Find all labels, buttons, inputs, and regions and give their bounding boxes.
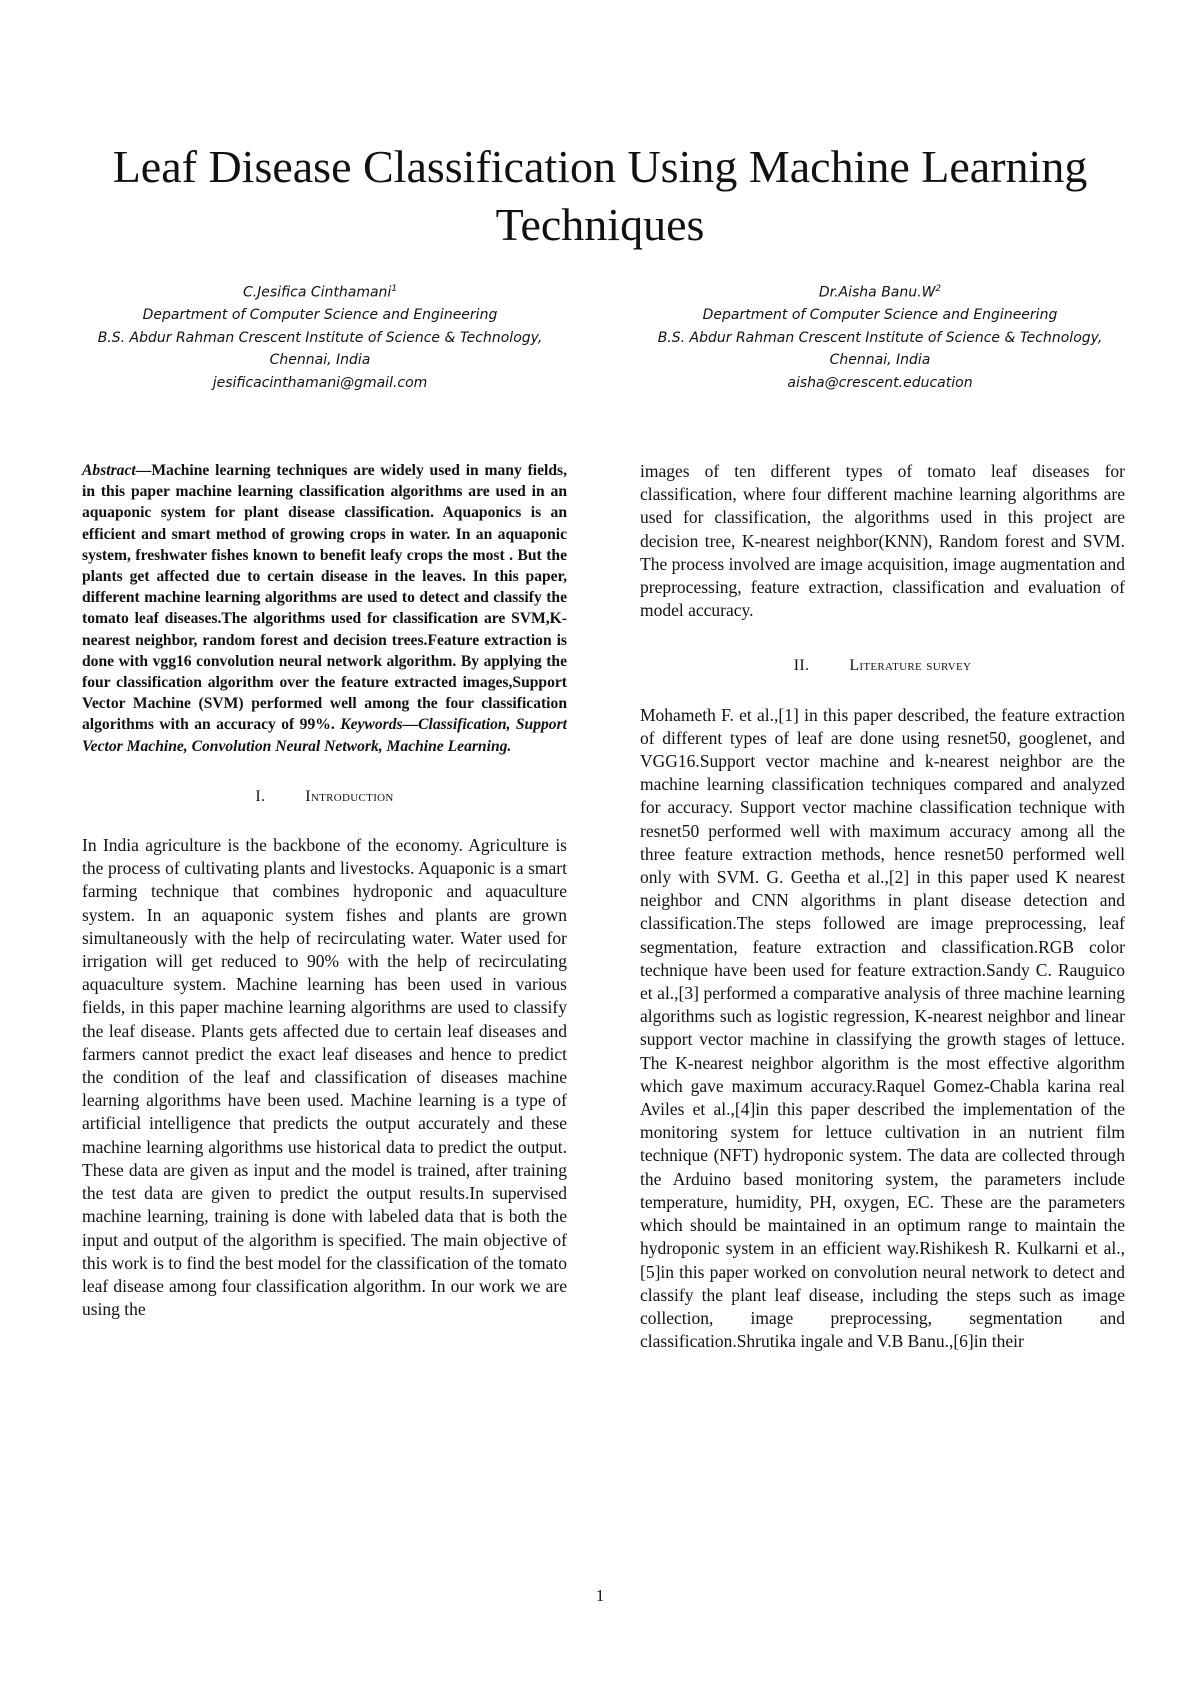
author-city: Chennai, India: [269, 352, 371, 369]
literature-survey-text: Mohameth F. et al.,[1] in this paper described, the feature extraction of different types of leaf are done using resnet50, googlenet, and VGG16.Support vector machine and k-nearest neighbor are the machine learning classification techniques compared and analyzed for accuracy. Support vector machine classification technique with resnet50 performed well with maximum accuracy among all the three feature extraction methods, hence resnet50 performed well only with SVM. G. Geetha et al.,[2] in this paper used K nearest neighbor and CNN algorithms in plant disease detection and classification.The steps followed are image preprocessing, leaf segmentation, feature extraction and classification.RGB color technique have been used for feature extraction.Sandy C. Rauguico et al.,[3] performed a comparative analysis of three machine learning algorithms such as logistic regression, K-nearest neighbor and linear support vector machine in classifying the growth stages of lettuce. The K-nearest neighbor algorithm is the most effective algorithm which gave maximum accuracy.Raquel Gomez-Chabla karina real Aviles et al.,[4]in this paper described the implementation of the monitoring system for lettuce cultivation in an nutrient film technique (NFT) hydroponic system. The data are collected through the Arduino based monitoring system, the parameters include temperature, humidity, PH, oxygen, EC. These are the parameters which should be maintained in an optimum range to maintain the hydroponic system in an efficient way.Rishikesh R. Kulkarni et al.,[5]in this paper worked on convolution neural network to detect and classify the plant leaf disease, including the steps such as image collection, image preprocessing, segmentation and classification.Shrutika ingale and V.B Banu.,[6]in their: [640, 704, 1125, 1352]
introduction-text: In India agriculture is the backbone of the economy. Agriculture is the process of cultivating plants and livestocks. Aquaponic is a smart farming technique that combines hydroponic and aquaculture system. In an aquaponic system fishes and plants are grown simultaneously with the help of recirculating water. Water used for irrigation will get reduced to 90% with the help of recirculating aquaculture system. Machine learning has been used in various fields, in this paper machine learning algorithms are used to classify the leaf disease. Plants gets affected due to certain leaf diseases and farmers cannot predict the exact leaf diseases and hence to predict the condition of the leaf and classification of diseases machine learning algorithms have been used. Machine learning is a type of artificial intelligence that predicts the output accurately and these machine learning algorithms use historical data to predict the output. These data are given as input and the model is trained, after training the test data are given to predict the output results.In supervised machine learning, training is done with labeled data that is both the input and output of the algorithm is specified. The main objective of this work is to find the best model for the classification of the tomato leaf disease among four classification algorithm. In our work we are using the: [82, 835, 567, 1320]
paper-title: Leaf Disease Classification Using Machine Learning Techniques: [112, 141, 1088, 250]
left-column: [82, 460, 567, 1321]
page-number: 1: [595, 1586, 605, 1605]
abstract: [82, 460, 567, 757]
abstract-lead: Abstract: [82, 462, 136, 479]
author-name: C.Jesifica Cinthamani$^1$: [242, 284, 398, 301]
section-heading-introduction: I. Introduction: [255, 787, 394, 805]
author-institute: B.S. Abdur Rahman Crescent Institute of Science & Technology,: [657, 329, 1103, 346]
abstract-text: —Machine learning techniques are widely used in many fields, in this paper machine learning classification algorithms are used in an aquaponic system for plant disease classification. Aquaponics is an efficient and smart method of growing crops in water. In an aquaponic system, freshwater fishes known to benefit leafy crops the most . But the plants get affected due to certain disease in the leaves. In this paper, different machine learning algorithms are used to detect and classify the tomato leaf diseases.The algorithms used for classification are SVM,K-nearest neighbor, random forest and decision trees.Feature extraction is done with vgg16 convolution neural network algorithm. By applying the four classification algorithm over the feature extracted images,Support Vector Machine (SVM) performed well among the four classification algorithms with an accuracy of 99%.: [82, 462, 567, 734]
author-name: Dr.Aisha $Banu.W^2$: [818, 284, 942, 301]
author-city: Chennai, India: [829, 352, 931, 369]
author-institute: B.S. Abdur Rahman Crescent Institute of Science & Technology,: [97, 329, 543, 346]
keywords: Classification, Support Vector Machine, Convolution Neural Network, Machine Learning.: [82, 716, 567, 755]
section-heading-literature-survey: II. Literature survey: [793, 657, 972, 675]
author-email: jesificacinthamani@gmail.com: [212, 374, 428, 391]
author-block-2: [620, 278, 1140, 394]
right-column: [640, 460, 1125, 1353]
author-block-1: [60, 278, 580, 394]
author-department: Department of Computer Science and Engineering: [702, 307, 1058, 324]
introduction-continued-text: images of ten different types of tomato leaf diseases for classification, where four different machine learning algorithms are used for classification, the algorithms used in this project are decision tree, K-nearest neighbor(KNN), Random forest and SVM. The process involved are image acquisition, image augmentation and preprocessing, feature extraction, classification and evaluation of model accuracy.: [640, 461, 1125, 621]
keywords-label: Keywords—: [340, 716, 419, 734]
author-email: aisha@crescent.education: [787, 374, 973, 391]
author-department: Department of Computer Science and Engineering: [142, 307, 498, 324]
